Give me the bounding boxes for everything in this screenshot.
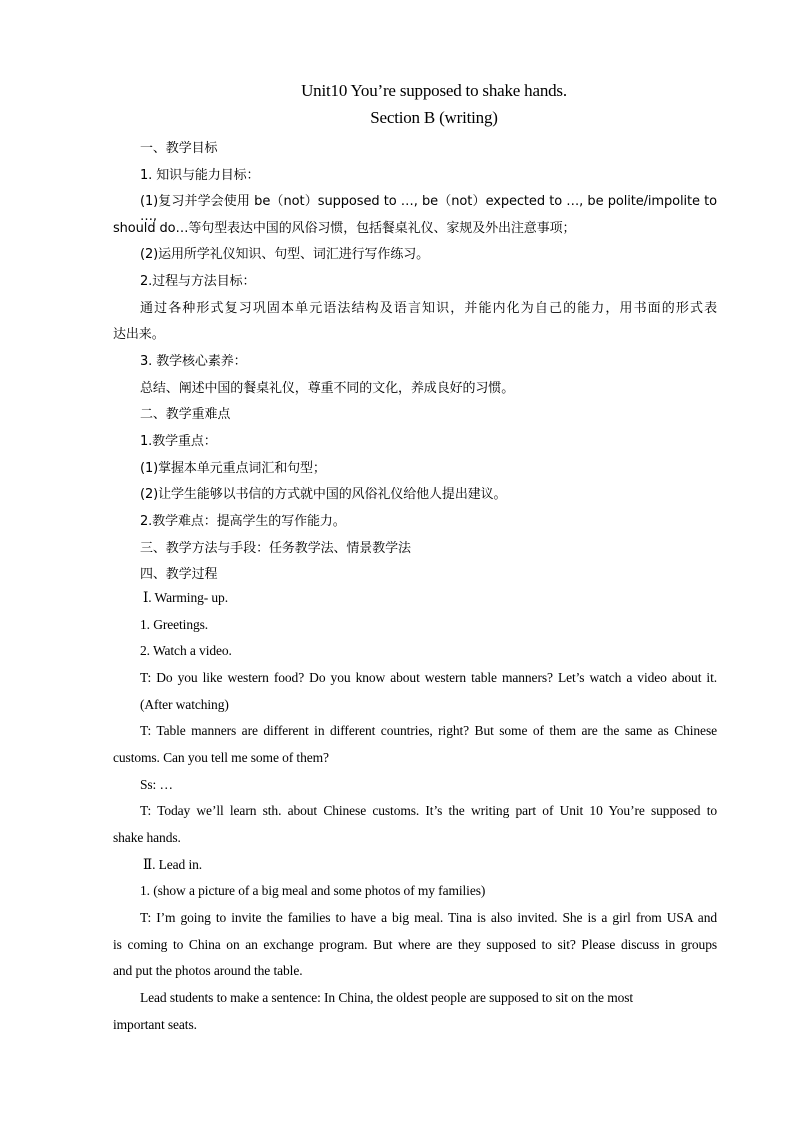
subsection-heading: 3. 教学核心素养： xyxy=(140,354,247,369)
paragraph-line: and put the photos around the table. xyxy=(113,963,303,978)
subsection-heading: 2.过程与方法目标： xyxy=(140,274,256,289)
paragraph-line: 2. Watch a video. xyxy=(140,643,232,658)
paragraph-line: 2.教学难点：提高学生的写作能力。 xyxy=(140,514,346,529)
paragraph-line: 1. (show a picture of a big meal and some photos of my families) xyxy=(140,883,486,898)
document-subtitle: Section B (writing) xyxy=(370,108,498,127)
paragraph-line: (After watching) xyxy=(140,697,229,712)
paragraph-line: T: Table manners are different in different countries, right? But some of them are the same as Chinese xyxy=(140,723,717,738)
section-heading: 四、教学过程 xyxy=(140,567,218,582)
paragraph-line: shake hands. xyxy=(113,830,181,845)
section-heading: 三、教学方法与手段：任务教学法、情景教学法 xyxy=(140,541,411,556)
paragraph-line: (2)让学生能够以书信的方式就中国的风俗礼仪给他人提出建议。 xyxy=(140,487,507,502)
paragraph-line: Lead students to make a sentence: In China, the oldest people are supposed to sit on the most xyxy=(140,990,634,1005)
paragraph-line: 通过各种形式复习巩固本单元语法结构及语言知识，并能内化为自己的能力，用书面的形式表 xyxy=(140,301,717,316)
paragraph-line: (1)掌握本单元重点词汇和句型； xyxy=(140,461,326,476)
subsection-heading: 1.教学重点： xyxy=(140,434,217,449)
paragraph-line: Ss: … xyxy=(140,777,173,792)
section-heading: 二、教学重难点 xyxy=(140,407,231,422)
step-heading: Ⅰ. Warming- up. xyxy=(143,590,228,605)
paragraph-line: T: I’m going to invite the families to have a big meal. Tina is also invited. She is a girl from USA and xyxy=(140,910,717,925)
paragraph-line: (1)复习并学会使用 be（not）supposed to …, be（not）expected to …, be polite/impolite to …, xyxy=(140,194,717,224)
paragraph-line: should do…等句型表达中国的风俗习惯，包括餐桌礼仪、家规及外出注意事项； xyxy=(113,221,576,236)
paragraph-line: T: Do you like western food? Do you know about western table manners? Let’s watch a video about it. xyxy=(140,670,717,685)
section-heading: 一、教学目标 xyxy=(140,141,218,156)
paragraph-line: important seats. xyxy=(113,1017,197,1032)
step-heading: Ⅱ. Lead in. xyxy=(143,857,203,872)
paragraph-line: T: Today we’ll learn sth. about Chinese customs. It’s the writing part of Unit 10 You’re supposed to xyxy=(140,803,717,818)
paragraph-line: (2)运用所学礼仪知识、句型、词汇进行写作练习。 xyxy=(140,247,430,262)
paragraph-line: 达出来。 xyxy=(113,327,165,342)
paragraph-line: customs. Can you tell me some of them? xyxy=(113,750,329,765)
subsection-heading: 1. 知识与能力目标： xyxy=(140,168,260,183)
paragraph-line: 总结、阐述中国的餐桌礼仪，尊重不同的文化，养成良好的习惯。 xyxy=(140,381,515,396)
paragraph-line: 1. Greetings. xyxy=(140,617,209,632)
paragraph-line: is coming to China on an exchange program. But where are they supposed to sit? Please discuss in groups xyxy=(113,937,717,952)
document-title: Unit10 You’re supposed to shake hands. xyxy=(301,81,567,100)
